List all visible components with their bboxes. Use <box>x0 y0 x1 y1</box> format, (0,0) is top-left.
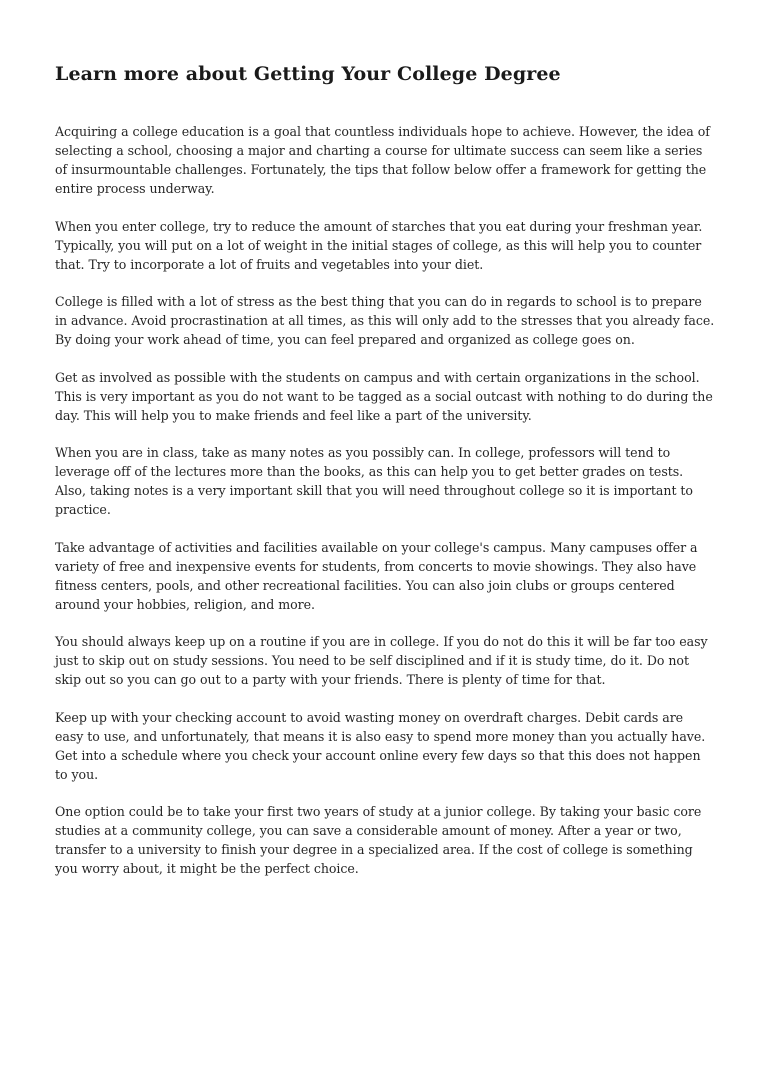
paragraph-9: One option could be to take your first two years of study at a junior college. By taking your basic core studies at a community college, you can save a considerable amount of money. After a year or two, transfer to a university to finish your degree in a specialized area. If the cost of college is something you worry about, it might be the perfect choice. <box>55 804 702 876</box>
paragraph-2: When you enter college, try to reduce the amount of starches that you eat during your freshman year. Typically, you will put on a lot of weight in the initial stages of college, as this will help you to counter that. Try to incorporate a lot of fruits and vegetables into your diet. <box>55 218 703 272</box>
paragraph-7: You should always keep up on a routine if you are in college. If you do not do this it will be far too easy just to skip out on study sessions. You need to be self disciplined and if it is study time, do it. Do not skip out so you can go out to a party with your friends. There is plenty of time for that. <box>55 634 708 687</box>
paragraph-1: Acquiring a college education is a goal that countless individuals hope to achieve. However, the idea of selecting a school, choosing a major and charting a course for ultimate success can seem like a series of insurmountable challenges. Fortunately, the tips that follow below offer a framework for getting the entire process underway. <box>55 124 710 196</box>
paragraph-4: Get as involved as possible with the students on campus and with certain organizations in the school. This is very important as you do not want to be tagged as a social outcast with nothing to do during the day. This will help you to make friends and feel like a part of the university. <box>55 369 713 423</box>
paragraph-8: Keep up with your checking account to avoid wasting money on overdraft charges. Debit cards are easy to use, and unfortunately, that means it is also easy to spend more money than you actually have. Get into a schedule where you check your account online every few days so that this does not happen to you. <box>55 709 706 782</box>
document-title: Learn more about Getting Your College Degree <box>55 63 561 85</box>
document-body <box>55 60 715 897</box>
paragraph-3: College is filled with a lot of stress as the best thing that you can do in regards to school is to prepare in advance. Avoid procrastination at all times, as this will only add to the stresses that you already face. By doing your work ahead of time, you can feel prepared and organized as college goes on. <box>55 294 715 347</box>
paragraph-6: Take advantage of activities and facilities available on your college's campus. Many campuses offer a variety of free and inexpensive events for students, from concerts to movie showings. They also have fitness centers, pools, and other recreational facilities. You can also join clubs or groups centered around your hobbies, religion, and more. <box>55 539 698 612</box>
paragraph-5: When you are in class, take as many notes as you possibly can. In college, professors will tend to leverage off of the lectures more than the books, as this can help you to get better grades on tests. Also, taking notes is a very important skill that you will need throughout college so it is important to practice. <box>55 445 693 517</box>
